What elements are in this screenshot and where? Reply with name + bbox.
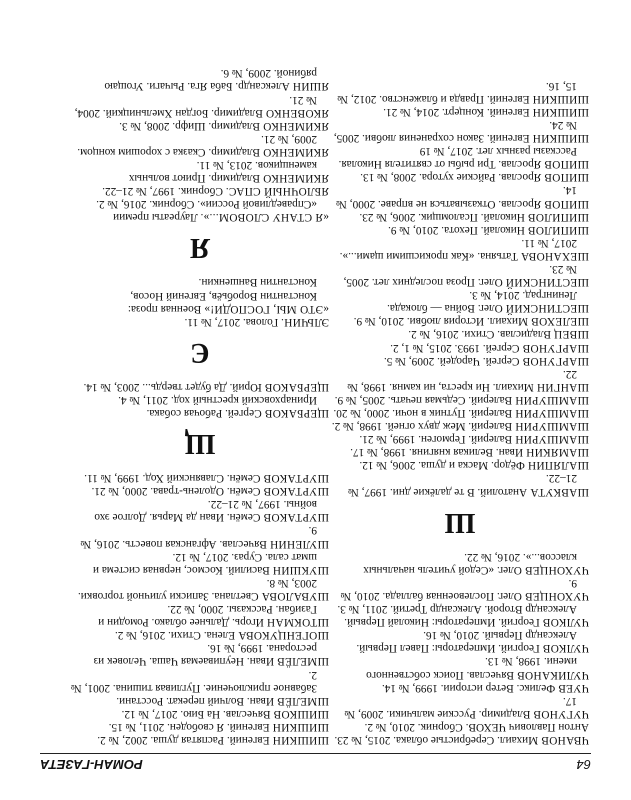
index-entry (331, 170, 589, 183)
entry-author: ШИПОВ (544, 158, 589, 171)
entry-author: ШЕСТИНСКИЙ (505, 302, 589, 315)
index-entry (71, 66, 329, 92)
page-number: 64 (576, 757, 591, 772)
entry-details: Валерий. Путник в ночи. 2000, № 20. (333, 407, 515, 420)
section-letter-ya: Я (189, 232, 211, 264)
entry-details: Иван. Великая княгиня. 1998, № 17. (350, 446, 526, 459)
index-entry (331, 288, 589, 314)
index-entry (71, 550, 329, 576)
entry-details: Игорь. Дальнее облако. Ромодин и Газибан. Рассказы. 2000, № 22. (98, 603, 317, 629)
entry-details: Вячеслав. Афганская повесть. 2016, № 9. (80, 524, 317, 550)
entry-author: ЯКИМЕНКО (262, 172, 329, 185)
index-entry (331, 393, 589, 406)
entry-author: ШАРГУНОВ (522, 341, 589, 354)
index-entry (331, 458, 589, 471)
entry-author: ШАРГУНОВ (522, 354, 589, 367)
entry-details: Валерий. Седьмая печать. 2005, № 9. (334, 393, 515, 406)
index-entry (71, 523, 329, 549)
index-entry (331, 720, 589, 733)
index-entry (331, 654, 589, 680)
entry-details: Татьяна. «Как прокисшими щами...». 2017, № 11. (339, 236, 577, 262)
entry-details: Военная проза: Константин Воробьёв, Евгений Носов, Константин Ваншенкин. (127, 276, 317, 315)
entry-details: Сергей. 1993. 2015, № 1, 2. (390, 341, 523, 354)
entry-details: Александр. Баба Яга. Рычаги. Угощаю рябиной. 2009, № 6. (104, 67, 317, 93)
entry-details: Георгий. Императоры: Павел Первый. Александр Первый. 2010, № 16. (356, 629, 577, 655)
entry-author: ШУРТАКОВ (263, 511, 329, 524)
entry-author: ШИШКОВ (273, 707, 329, 720)
index-entry (331, 432, 589, 445)
entry-author: ЯБЛОЧНЫЙ СПАС (228, 185, 329, 198)
entry-author: ШИШКИН (532, 105, 589, 118)
entries-e (71, 275, 329, 327)
entry-details: Валерий. Гермоген. 1999, № 21. (359, 433, 515, 446)
entry-details: Николай. Псаломщик. 2006, № 23. (359, 210, 528, 223)
index-entry (71, 707, 329, 720)
entry-details: Сергей. Чародей. 2009, № 5. (383, 354, 523, 367)
entry-author: ЧУЛКОВ (542, 642, 589, 655)
entry-author: ЧВАНОВ (541, 734, 589, 746)
entry-details: Семён. Одолень-трава. 2000, № 21. (91, 485, 264, 498)
entry-details: Владимир. Русские мальчики. 2009, № 17. (344, 694, 577, 720)
entry-details: Фёдор. Маска и душа. 2006, № 12. (359, 459, 528, 472)
entry-author: ШИПОВ (544, 197, 589, 210)
entry-details: Олег. «Седой учитель начальных классов...». 2016, № 22. (363, 550, 577, 576)
index-entry (331, 144, 589, 170)
index-entry (331, 576, 589, 602)
index-entry (71, 393, 329, 419)
entry-details: Олег. Проза последних лет. 2005, № 23. (343, 263, 577, 289)
entry-details: Владимир. Шифр. 2008, № 3. (119, 119, 263, 132)
entry-details: Евгений. Распятая душа. 2002, № 2. (97, 734, 273, 746)
entry-author: ШУВАЛОВА (261, 589, 329, 602)
entry-author: ШУРТАКОВ (263, 485, 329, 498)
index-entry (331, 354, 589, 367)
index-entry (331, 223, 589, 236)
entry-author: ШИШКИН (532, 132, 589, 145)
entry-details: Вячеслав. На Бию. 2017, № 12. (121, 707, 274, 720)
index-entry (71, 733, 329, 746)
index-entry (331, 210, 589, 223)
index-entry (71, 380, 329, 393)
section-letter-sha: Ш (444, 506, 476, 538)
index-entry (71, 720, 329, 733)
entry-author: ЯШИН (292, 80, 329, 93)
index-column-left (331, 79, 589, 746)
index-entry (71, 628, 329, 641)
index-entry (331, 550, 589, 576)
entry-details: Сергей. Рабочая собака. Иринарховский крестный ход. 2011, № 4. (118, 393, 317, 420)
entry-author: ЩЕРБАКОВ (264, 407, 329, 420)
entry-author: ШВЕЦ (553, 328, 589, 341)
entry-author: ШАВКУТА (530, 485, 589, 498)
index-entry (331, 445, 589, 458)
index-entry (71, 158, 329, 184)
entry-author: ШЕЛЕХОВ (530, 315, 589, 328)
entry-details: Михаил. Ни креста, ни камня. 1998, № 22. (347, 367, 577, 393)
entry-details: Владимир. Сказка с хорошим концом. 2009, № 21. (77, 132, 317, 158)
index-entry (331, 628, 589, 654)
entry-details: Иван. Неупиваемая Чаша. Человек из ресторана. 1999, № 16. (93, 642, 317, 668)
entry-author: ШАНГИН (536, 380, 589, 393)
entry-author: ШУКШИН (272, 563, 329, 576)
entries-ya (71, 66, 329, 223)
entry-author: ЯКИМЕНКО (262, 145, 329, 158)
index-entry (331, 406, 589, 419)
entry-details: Владимир. Приют вольных каменщиков. 2013, № 11. (128, 159, 317, 185)
index-entry (331, 419, 589, 432)
entry-author: ШМЕЛЁВ (276, 655, 329, 668)
entry-author: ШАМШУРИН (515, 420, 589, 433)
entry-details: Михаил. Серебристые облака. 2015, № 23. (334, 734, 542, 746)
entry-author: ШАЛЯПИН (527, 459, 589, 472)
entry-author: ШЕСТИНСКИЙ (505, 276, 589, 289)
index-entry (71, 197, 329, 223)
entry-details: Феликс. Ветер истории. 1999, № 14. (381, 681, 559, 694)
index-entry (331, 105, 589, 118)
entry-details: Елена. Стихи. 2016, № 2. (114, 629, 238, 642)
entry-author: ЧУЛКОВ (542, 616, 589, 629)
index-entry (71, 275, 329, 314)
entry-details: Ярослав. Отказываться не вправе. 2000, № 14. (336, 184, 577, 210)
entry-details: Ярослав. Три рыбы от святителя Николая. Рассказы разных лет. 2017, № 19 (338, 145, 577, 171)
index-entry (331, 236, 589, 262)
entry-details: Евгений. Закон сохранения любви. 2005, № 24. (333, 118, 577, 145)
entry-author: ШИПОВ (544, 171, 589, 184)
entry-author: ШИПИЛОВ (527, 210, 589, 223)
index-entry (71, 576, 329, 602)
entry-details: Светлана. Записки уличной торговки. 2003, № 8. (77, 576, 317, 602)
index-entry (331, 681, 589, 694)
entry-author: ЯКИМЕНКО (262, 119, 329, 132)
entry-author: ШИШКИН (532, 92, 589, 105)
entry-details: Вячеслав. Поиск собственного имени. 1998, № 13. (366, 655, 577, 681)
index-entry (331, 733, 589, 746)
entry-details: Ярослав. Райские хутора. 2008, № 13. (360, 171, 545, 184)
entry-author: ШАМШУРИН (515, 407, 589, 420)
entry-details: Евгений. Правда и блаженство. 2012, № 15, 16. (337, 79, 577, 105)
entry-author: ЧУГУНОВ (533, 707, 589, 720)
entry-details: Владислав. Стихи. 2016, № 2. (408, 328, 554, 341)
entry-details: Михаил. История любви. 2010, № 9. (353, 315, 531, 328)
index-entry (331, 327, 589, 340)
entry-author: ШАМЯКИН (525, 446, 589, 459)
index-entry (331, 314, 589, 327)
entry-author: ЧУЕВ (558, 681, 589, 694)
entries-sha-continued (71, 471, 329, 746)
index-entry (331, 367, 589, 393)
entry-author: ЧУХОНЦЕВ (524, 589, 589, 602)
entry-author: ЧУЛИКАНОВ (516, 668, 589, 681)
entry-details: Николай. Пехота. 2010, № 9. (388, 223, 528, 236)
entry-author: ЭЛЬЧИН (283, 315, 329, 328)
entry-author: ШОГЕНЦУКОВА (238, 629, 329, 642)
index-entry (71, 667, 329, 706)
entry-details: Юрий. Да будет твердь... 2003, № 14. (83, 380, 265, 393)
entry-author: ШИПИЛОВ (527, 223, 589, 236)
index-entry (331, 262, 589, 288)
entry-author: ШИШКИН (272, 720, 329, 733)
index-entry (331, 602, 589, 628)
entry-author: «Я СТАНУ СЛОВОМ...» (203, 211, 329, 224)
entry-author: ШУЛЕНИН (269, 537, 329, 550)
index-entry (71, 119, 329, 132)
entry-details: Семён. Иван да Марья. Долгое эхо войны. 1997, № 21–22. (94, 498, 317, 524)
entry-details: Антон Павлович ЧЕХОВ. Сборник. 2010, № 2. (364, 720, 589, 733)
entry-details: Евгений. Концерт. 2014, № 21. (383, 105, 533, 118)
index-entry (71, 471, 329, 484)
entry-author: ЩЕРБАКОВ (264, 380, 329, 393)
index-entry (71, 497, 329, 523)
entry-details: Валерий. Меж двух огней. 1998, № 2. (331, 420, 515, 433)
entry-author: ШАМШУРИН (515, 433, 589, 446)
entry-details: Анатолий. В те далёкие дни. 1997, № 21–22. (348, 472, 577, 498)
entries-ch (331, 550, 589, 746)
index-entry (71, 484, 329, 497)
entry-author: ШУРТАКОВ (263, 472, 329, 485)
index-entry (331, 340, 589, 353)
entry-author: ШИШКИН (272, 734, 329, 746)
entry-author: ШЕХАНОВА (520, 249, 589, 262)
index-entry (71, 132, 329, 158)
index-column-right (71, 66, 329, 746)
journal-title: РОМАН-ГАЗЕТА (40, 757, 143, 772)
entry-details: . Лауреаты премии «Справедливой России». Сборник. 2016, № 2. (96, 198, 317, 224)
section-letter-shch: Щ (184, 428, 216, 460)
index-entry (71, 602, 329, 628)
entry-details: Василий. Космос, нервная система и шмат сала. Сураз. 2017, № 12. (92, 550, 317, 576)
entry-details: Семён. Славянский Ход. 1999, № 11. (84, 472, 264, 485)
index-entry (71, 92, 329, 118)
index-entry (331, 79, 589, 105)
index-entry (71, 641, 329, 667)
entry-details: . Сборник. 1997, № 21–22. (102, 185, 229, 198)
entry-details: Евгений. Я свободен. 2011, № 15. (108, 720, 273, 733)
entries-shch (71, 380, 329, 419)
entry-author: ШАМШУРИН (515, 393, 589, 406)
entry-author: ЧУХОНЦЕВ (524, 563, 589, 576)
entry-author: ЯКОВЕНКО (265, 106, 329, 119)
index-entry (331, 471, 589, 497)
entry-details: Олег. Война — блокада. Ленинград. 2014, № 3. (387, 289, 577, 315)
index-entry (331, 183, 589, 209)
running-header (40, 753, 591, 772)
entry-author: ШМЕЛЁВ (276, 694, 329, 707)
entry-details: . Голова. 2017, № 11. (184, 315, 284, 328)
entry-details: Олег. Послевоенная баллада. 2010, № 9. (340, 576, 577, 602)
entry-author: ШТОКМАН (266, 616, 329, 629)
index-entry (331, 118, 589, 144)
entry-details: Георгий. Императоры: Николай Первый. Александр Второй. Александр Третий. 2011, № 3. (337, 603, 577, 629)
index-entry (71, 315, 329, 328)
entries-sha (331, 79, 589, 498)
index-entry (71, 184, 329, 197)
entry-author: «ЭТО МЫ, ГОСПОДИ!» (204, 302, 329, 315)
entry-details: Иван. Волчий перекат. Росстани. Забавное приключение. Пугливая тишина. 2001, № 2. (71, 668, 317, 707)
index-entry (331, 694, 589, 720)
section-letter-e: Є (190, 336, 210, 368)
entry-details: Владимир. Богдан Хмельницкий. 2004, № 21. (74, 93, 317, 119)
